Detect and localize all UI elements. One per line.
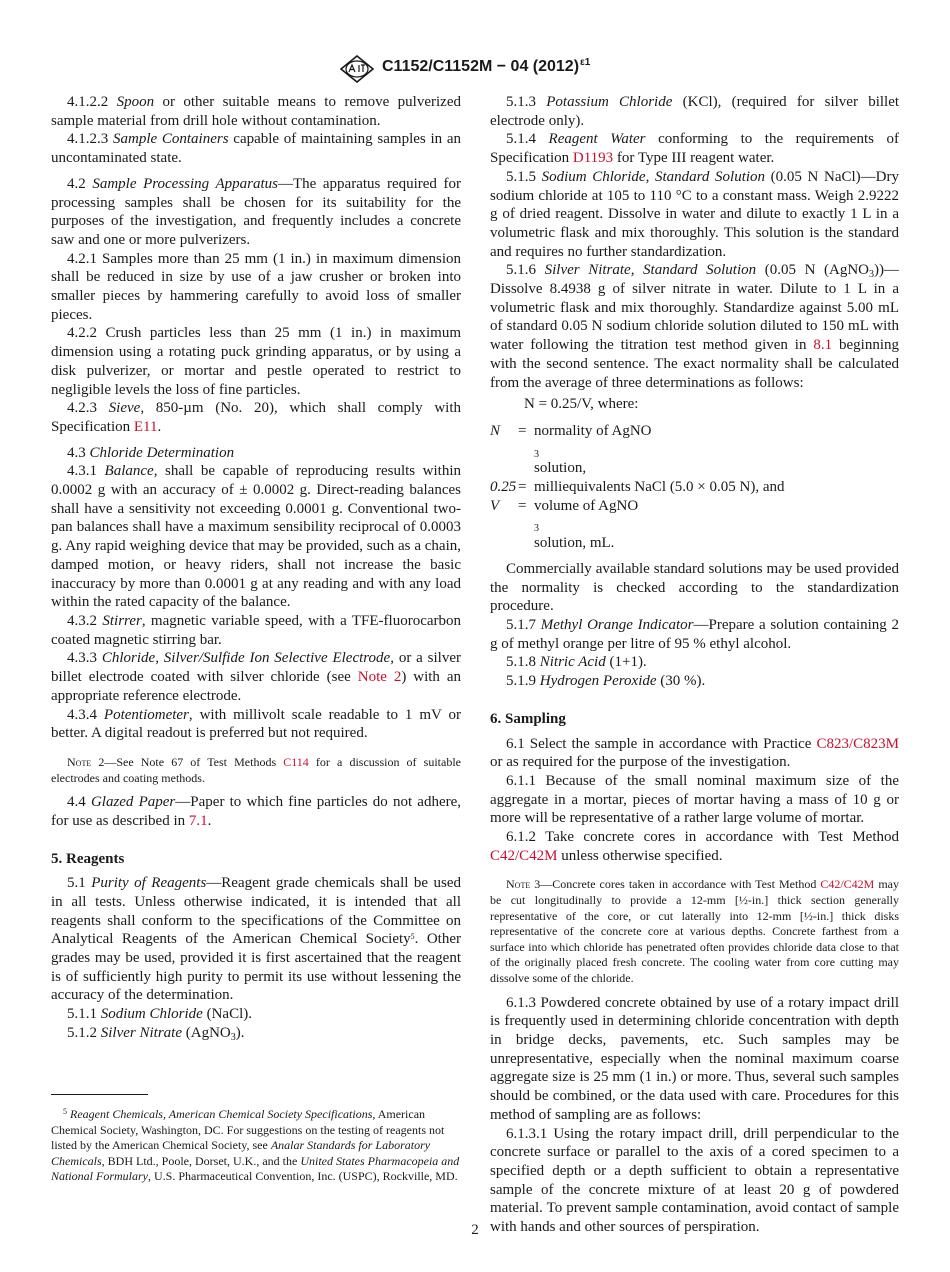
left-column	[51, 93, 461, 1043]
para-4-2-2: 4.2.2 Crush particles less than 25 mm (1 in.) in maximum dimension using a rotating puck grinding apparatus, or by using a disk pulverizer, or mortar and pestle operated to restrict to negligible levels the loss of fine particles.	[51, 325, 461, 398]
footnote-rule	[51, 1094, 148, 1095]
epsilon-superscript: ε1	[580, 57, 591, 68]
para-commercial-solutions: Commercially available standard solutions may be used provided the normality is checked according to the standardization procedure.	[490, 560, 899, 615]
right-column	[490, 93, 899, 1237]
def-symbol: V	[490, 497, 500, 514]
link-e11[interactable]: E11	[133, 418, 158, 435]
para-5-1-7: 5.1.7 Methyl Orange Indicator—Prepare a solution containing 2 g of methyl orange per litre of 95 % ethyl alcohol.	[490, 616, 899, 652]
para-5-1-4: 5.1.4 Reagent Water conforming to the requirements of Specification D1193 for Type III reagent water.	[490, 131, 899, 167]
para-6-1-1: 6.1.1 Because of the small nominal maximum size of the aggregate in a mortar, pieces of mortar having a mass of 10 g or more will be representative of a rather large volume of mortar.	[490, 772, 900, 827]
para-6-1-3-1: 6.1.3.1 Using the rotary impact drill, drill perpendicular to the concrete surface or parallel to the axis of a cored specimen to a specified depth or a depth sufficient to obtain a representative sample of the concrete mixture of at least 20 g of powdered material. To prevent sample contamination, avoid contact of sample with hands and other sources of perspiration.	[490, 1125, 900, 1236]
link-c823[interactable]: C823/C823M	[816, 735, 900, 752]
page-header	[0, 55, 950, 83]
link-note-2[interactable]: Note 2	[357, 669, 402, 686]
para-4-2-1: 4.2.1 Samples more than 25 mm (1 in.) in maximum dimension shall be reduced in size by use of a jaw crusher or broken into smaller pieces by hammering carefully to avoid loss of smaller pieces.	[51, 250, 461, 323]
normality-equation: N = 0.25/V, where:	[524, 396, 639, 413]
astm-logo-icon	[340, 55, 374, 83]
link-c42-note[interactable]: C42/C42M	[820, 877, 875, 892]
footnote-5: $^5$ Reagent Chemicals, American Chemical Society Specifications, American Chemical Society, Washington, DC. For suggestions on the testing of reagents not listed by the American Chemical Society, see Analar Standards for Laboratory Chemicals, BDH Ltd., Poole, Dorset, U.K., and the United States Pharmacopeia and National Formulary, U.S. Pharmaceutical Convention, Inc. (USPC), Rockville, MD.	[51, 1107, 460, 1184]
para-4-2-3: 4.2.3 Sieve, 850-µm (No. 20), which shall comply with Specification E11.	[51, 400, 462, 435]
para-4-3-3: 4.3.3 Chloride, Silver/Sulfide Ion Selective Electrode, or a silver billet electrode coated with silver chloride (see Note 2) with an appropriate reference electrode.	[51, 650, 462, 704]
para-4-3-2: 4.3.2 Stirrer, magnetic variable speed, with a TFE-fluorocarbon coated magnetic stirring bar.	[51, 612, 462, 648]
def-text: milliequivalents NaCl (5.0 × 0.05 N), and	[534, 479, 785, 496]
footnote-area	[51, 1094, 461, 1197]
para-5-1-8: 5.1.8 Nitric Acid (1+1).	[506, 654, 647, 671]
para-4-1-2-2: 4.1.2.2 Spoon or other suitable means to remove pulverized sample material from drill hole without contamination.	[51, 94, 461, 129]
link-7-1[interactable]: 7.1	[188, 812, 208, 829]
link-8-1[interactable]: 8.1	[813, 337, 833, 354]
link-c114[interactable]: C114	[283, 754, 309, 769]
link-c42[interactable]: C42/C42M	[490, 847, 558, 864]
section-5-heading: 5. Reagents	[51, 850, 125, 867]
def-symbol: N	[490, 422, 501, 439]
para-5-1-2: 5.1.2 Silver Nitrate (AgNO$_3$).	[67, 1024, 245, 1043]
para-4-1-2-3: 4.1.2.3 Sample Containers capable of maintaining samples in an uncontaminated state.	[51, 131, 462, 167]
para-4-3: 4.3 Chloride Determination	[67, 444, 235, 461]
section-6-heading: 6. Sampling	[490, 710, 566, 727]
para-4-3-1: 4.3.1 Balance, shall be capable of reproducing results within 0.0002 g with an accuracy of ± 0.0002 g. Direct-reading balances shall have a sensitivity not exceeding 0.0001 g. Conventional two-pan balances shall have a maximum sensibility reciprocal of 0.0003 g. Any rapid weighing device that may be provided, such as a chain, damped motion, or heavy riders, shall not increase the basic inaccuracy by more than 0.0001 g at any reading and with any load within the rated capacity of the balance.	[51, 463, 461, 611]
para-4-2: 4.2 Sample Processing Apparatus—The apparatus required for processing samples shall be chosen for its suitability for the purposes of the investigation, and frequently includes a concrete saw and one or more pulverizers.	[51, 175, 461, 248]
note-3: Note 3—Concrete cores taken in accordance with Test Method C42/C42M may be cut longitudinally to provide a 12-mm [½-in.] thick section generally representative of the core, or cut laterally into 12-mm [½-in.] thick disks representative of the concrete core at various depths. Concrete farthest from a surface into which chloride has penetrated often provides chloride data close to that of the originally placed fresh concrete. The cooling water from core cutting may dissolve some of the chloride.	[490, 877, 900, 985]
para-5-1-5: 5.1.5 Sodium Chloride, Standard Solution (0.05 N NaCl)—Dry sodium chloride at 105 to 110 °C to a constant mass. Weigh 2.9222 g of dried reagent. Dissolve in water and dilute to exactly 1 L in a volumetric flask and mix thoroughly. This solution is the standard and requires no further standardization.	[490, 168, 899, 260]
para-6-1-2: 6.1.2 Take concrete cores in accordance with Test Method C42/C42M unless otherwise specified.	[490, 829, 899, 864]
link-d1193[interactable]: D1193	[572, 150, 614, 167]
para-5-1-1: 5.1.1 Sodium Chloride (NaCl).	[67, 1006, 252, 1023]
equation-definitions: N = normality of AgNO $_3$ solution, 0.25 = milliequivalents NaCl (5.0 × 0.05 N), and V = volume of AgNO $_3$ solution, mL.	[490, 422, 899, 553]
footnote-ref-5[interactable]: 5	[410, 932, 415, 942]
para-5-1-3: 5.1.3 Potassium Chloride (KCl), (required for silver billet electrode only).	[490, 94, 900, 129]
para-5-1: 5.1 Purity of Reagents—Reagent grade chemicals shall be used in all tests. Unless otherwise indicated, it is intended that all reagents shall conform to the specifications of the Committee on Analytical Reagents of the American Chemical Society$^5$. Other grades may be used, provided it is first ascertained that the reagent is of sufficiently high purity to permit its use without lessening the accuracy of the determination.	[51, 875, 462, 1004]
para-5-1-6: 5.1.6 Silver Nitrate, Standard Solution (0.05 N (AgNO$_3$))—Dissolve 8.4938 g of silver nitrate in water. Dilute to 1 L in a volumetric flask and mix thoroughly. Standardize against 5.00 mL of standard 0.05 N sodium chloride solution diluted to 150 mL with water following the titration test method given in 8.1 beginning with the second sentence. The exact normality shall be calculated from the average of three determinations as follows:	[490, 262, 900, 391]
def-text: normality of AgNO $_3$ solution,	[534, 422, 652, 477]
para-6-1: 6.1 Select the sample in accordance with Practice C823/C823M or as required for the purpose of the investigation.	[490, 735, 900, 771]
para-6-1-3: 6.1.3 Powdered concrete obtained by use of a rotary impact drill is frequently used in determining chloride concentration with depth in bridge decks, pavements, etc. Such samples may be unrepresentative, especially when the nominal maximum coarse aggregate size is 25 mm (1 in.) or more. Thus, several such samples should be combined, or the data used with care. Procedures for this method of sampling are as follows:	[490, 994, 899, 1123]
def-text: volume of AgNO $_3$ solution, mL.	[534, 497, 639, 552]
standard-designation: C1152/C1152M − 04 $(2012)^{\varepsilon 1}$	[382, 57, 591, 75]
para-4-4: 4.4 Glazed Paper—Paper to which fine particles do not adhere, for use as described in 7.1.	[51, 794, 462, 829]
def-symbol: 0.25	[490, 479, 517, 496]
note-2: Note 2—See Note 67 of Test Methods C114 for a discussion of suitable electrodes and coating methods.	[51, 754, 461, 785]
para-5-1-9: 5.1.9 Hydrogen Peroxide (30 %).	[506, 673, 706, 690]
para-4-3-4: 4.3.4 Potentiometer, with millivolt scale readable to 1 mV or better. A digital readout is preferred but not required.	[51, 706, 461, 742]
page-number: 2	[471, 1222, 479, 1238]
